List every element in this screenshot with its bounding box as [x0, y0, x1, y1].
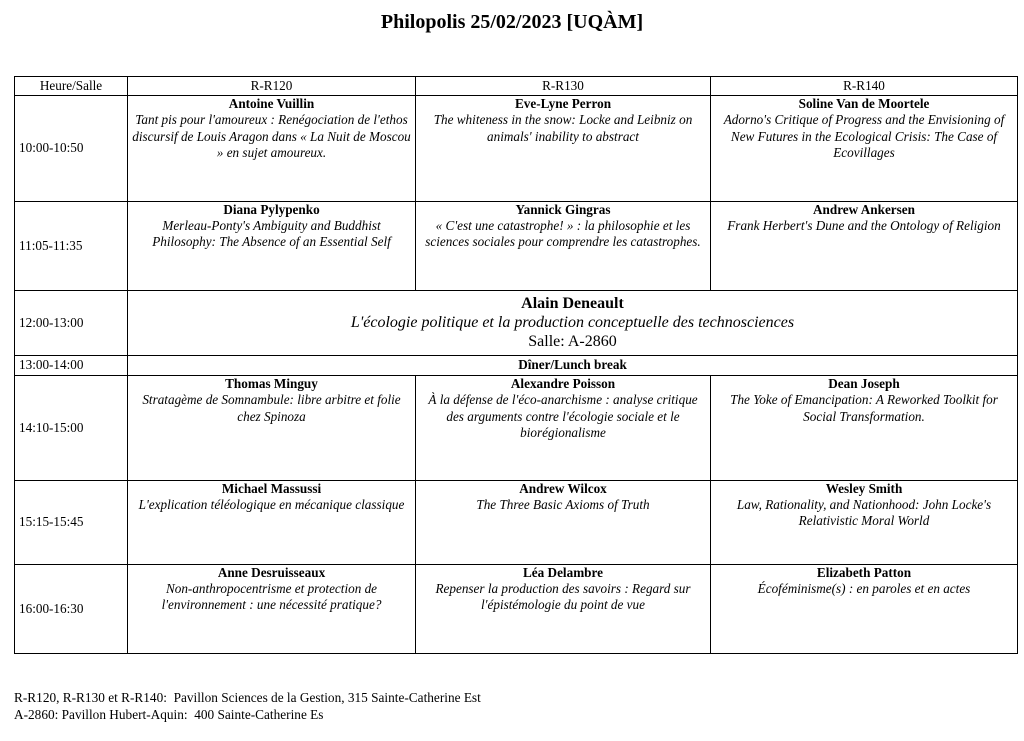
plenary-title: L'écologie politique et la production conceptuelle des technosciences [350, 314, 795, 332]
talk-title: Law, Rationality, and Nationhood: John Locke's Relativistic Moral World [736, 496, 992, 528]
talk-title: Repenser la production des savoirs : Regard sur l'épistémologie du point de vue [435, 580, 691, 613]
talk-title: Merleau-Ponty's Ambiguity and Buddhist Philosophy: The Absence of an Essential Self [152, 217, 391, 250]
plenary-speaker: Alain Deneault [521, 295, 624, 313]
talk-title: The Yoke of Emancipation: A Reworked Toolkit for Social Transformation. [730, 392, 998, 424]
speaker-name: Thomas Minguy [225, 376, 318, 392]
talk-cell [416, 564, 711, 653]
time-slot: 16:00-16:30 [15, 564, 128, 653]
plenary-cell [128, 290, 1018, 355]
room-header: R-R120 [128, 77, 416, 96]
talk-title: Écoféminisme(s) : en paroles et en actes [757, 580, 971, 596]
speaker-name: Dean Joseph [828, 376, 900, 392]
schedule-row [15, 96, 1018, 201]
speaker-name: Andrew Ankersen [813, 201, 915, 217]
speaker-name: Andrew Wilcox [519, 480, 607, 496]
speaker-name: Soline Van de Moortele [798, 96, 930, 112]
header-row [15, 77, 1018, 96]
talk-title: Adorno's Critique of Progress and the Envisioning of New Futures in the Ecological Crisis: The Case of Ecovillages [723, 112, 1005, 160]
schedule-row [15, 480, 1018, 564]
plenary-room: Salle: A-2860 [528, 333, 617, 351]
talk-cell [416, 201, 711, 290]
speaker-name: Léa Delambre [523, 564, 603, 580]
schedule-table [14, 76, 1018, 654]
talk-cell [128, 201, 416, 290]
speaker-name: Yannick Gingras [515, 201, 611, 217]
lunch-row [15, 355, 1018, 375]
talk-cell [128, 480, 416, 564]
time-slot: 13:00-14:00 [15, 355, 128, 375]
room-header: R-R140 [711, 77, 1018, 96]
plenary-row [15, 290, 1018, 355]
talk-cell [711, 480, 1018, 564]
talk-title: Non-anthropocentrisme et protection de l'environnement : une nécessité pratique? [161, 580, 382, 613]
talk-cell [711, 564, 1018, 653]
page-title: Philopolis 25/02/2023 [UQÀM] [380, 11, 644, 33]
lunch-break-label: Dîner/Lunch break [128, 355, 1018, 375]
speaker-name: Antoine Vuillin [228, 96, 315, 112]
talk-title: À la défense de l'éco-anarchisme : analyse critique des arguments contre l'écologie sociale et le biorégionalisme [428, 392, 698, 440]
talk-cell [128, 564, 416, 653]
location-note: A-2860: Pavillon Hubert-Aquin: 400 Sainte-Catherine Es [14, 707, 324, 722]
schedule-row [15, 376, 1018, 480]
speaker-name: Michael Massussi [221, 480, 322, 496]
talk-title: The whiteness in the snow: Locke and Leibniz on animals' inability to abstract [433, 112, 693, 144]
talk-cell [128, 96, 416, 201]
time-slot: 10:00-10:50 [15, 96, 128, 201]
speaker-name: Diana Pylypenko [223, 201, 320, 217]
speaker-name: Elizabeth Patton [816, 564, 912, 580]
time-slot: 12:00-13:00 [15, 290, 128, 355]
speaker-name: Wesley Smith [825, 480, 903, 496]
talk-cell [128, 376, 416, 480]
speaker-name: Alexandre Poisson [510, 376, 616, 392]
talk-cell [416, 96, 711, 201]
time-slot: 11:05-11:35 [15, 201, 128, 290]
talk-title: Stratagème de Somnambule: libre arbitre et folie chez Spinoza [142, 392, 401, 424]
time-slot: 15:15-15:45 [15, 480, 128, 564]
schedule-row [15, 201, 1018, 290]
talk-cell [711, 201, 1018, 290]
talk-cell [416, 480, 711, 564]
talk-cell [711, 96, 1018, 201]
speaker-name: Eve-Lyne Perron [514, 96, 612, 112]
talk-title: Tant pis pour l'amoureux : Renégociation de l'ethos discursif de Louis Aragon dans « La Nuit de Moscou » en sujet amoureux. [132, 112, 411, 160]
speaker-name: Anne Desruisseaux [217, 564, 326, 580]
talk-title: Frank Herbert's Dune and the Ontology of Religion [727, 217, 1001, 233]
talk-cell [711, 376, 1018, 480]
location-notes [14, 689, 481, 723]
talk-cell [416, 376, 711, 480]
talk-title: The Three Basic Axioms of Truth [476, 496, 650, 512]
room-header: R-R130 [416, 77, 711, 96]
schedule-row [15, 564, 1018, 653]
talk-title: L'explication téléologique en mécanique classique [138, 496, 405, 512]
time-column-header: Heure/Salle [15, 77, 128, 96]
location-note: R-R120, R-R130 et R-R140: Pavillon Sciences de la Gestion, 315 Sainte-Catherine Est [14, 690, 481, 705]
talk-title: « C'est une catastrophe! » : la philosophie et les sciences sociales pour comprendre les catastrophes. [425, 217, 701, 250]
time-slot: 14:10-15:00 [15, 376, 128, 480]
